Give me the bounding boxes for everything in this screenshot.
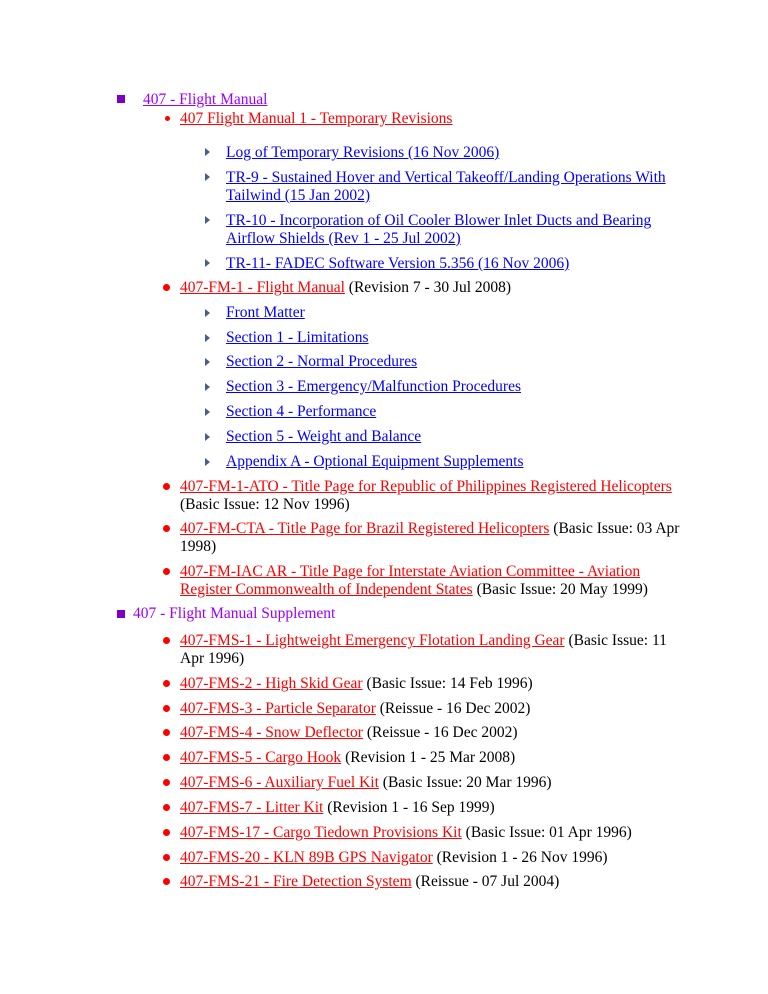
issue-note: (Revision 1 - 16 Sep 1999) xyxy=(327,799,495,816)
chapter-link[interactable]: Section 5 - Weight and Balance xyxy=(226,428,422,445)
supplement-item[interactable] xyxy=(180,848,608,867)
issue-note: (Reissue - 16 Dec 2002) xyxy=(379,700,531,717)
issue-note: (Basic Issue: 20 May 1999) xyxy=(476,581,648,598)
supplement-link[interactable]: 407-FMS-7 - Litter Kit xyxy=(180,799,324,816)
supplement-link[interactable]: 407-FMS-17 - Cargo Tiedown Provisions Kit xyxy=(180,824,462,841)
supplement-item[interactable] xyxy=(180,674,533,693)
supplement-link[interactable]: 407-FMS-6 - Auxiliary Fuel Kit xyxy=(180,774,379,791)
temp-revision-item[interactable] xyxy=(226,168,666,187)
chapter-link[interactable]: Section 4 - Performance xyxy=(226,403,377,420)
bullet-icon xyxy=(163,637,170,644)
triangle-bullet-icon xyxy=(205,309,210,317)
triangle-bullet-icon xyxy=(205,408,210,416)
bullet-icon xyxy=(163,680,170,687)
title-page-item[interactable] xyxy=(180,477,672,496)
issue-note: 1998) xyxy=(180,538,217,555)
chapter-link[interactable]: Appendix A - Optional Equipment Supplements xyxy=(226,453,524,470)
temp-revision-item[interactable] xyxy=(226,143,499,162)
bullet-icon xyxy=(163,525,170,532)
triangle-bullet-icon xyxy=(205,383,210,391)
supplement-item[interactable] xyxy=(180,631,667,650)
chapter-item[interactable] xyxy=(226,452,524,471)
temp-revision-item[interactable] xyxy=(226,211,651,230)
title-page-note xyxy=(180,537,216,556)
temp-revisions-item[interactable] xyxy=(180,109,452,128)
title-page-item[interactable] xyxy=(180,519,679,538)
title-page-link[interactable]: 407-FM-1-ATO - Title Page for Republic of Philippines Registered Helicopters xyxy=(180,478,672,495)
supplement-link[interactable]: 407-FMS-1 - Lightweight Emergency Flotation Landing Gear xyxy=(180,632,565,649)
triangle-bullet-icon xyxy=(205,334,210,342)
supplement-item[interactable] xyxy=(180,699,530,718)
issue-note: (Basic Issue: 14 Feb 1996) xyxy=(366,675,533,692)
supplement-item[interactable] xyxy=(180,823,632,842)
triangle-bullet-icon xyxy=(205,173,210,181)
supplement-link[interactable]: 407-FMS-5 - Cargo Hook xyxy=(180,749,342,766)
temp-revision-link[interactable]: TR-9 - Sustained Hover and Vertical Takeoff/Landing Operations With xyxy=(226,169,666,186)
chapter-item[interactable] xyxy=(226,377,521,396)
bullet-icon xyxy=(163,804,170,811)
temp-revision-link[interactable]: Airflow Shields (Rev 1 - 25 Jul 2002) xyxy=(226,230,461,247)
temp-revision-item-cont[interactable] xyxy=(226,186,370,205)
temp-revision-link[interactable]: TR-11- FADEC Software Version 5.356 (16 Nov 2006) xyxy=(226,255,570,272)
temp-revision-link[interactable]: TR-10 - Incorporation of Oil Cooler Blower Inlet Ducts and Bearing xyxy=(226,212,652,229)
triangle-bullet-icon xyxy=(205,259,210,267)
section-link[interactable]: 407 - Flight Manual xyxy=(143,91,268,108)
bullet-icon xyxy=(163,754,170,761)
supplement-item[interactable] xyxy=(180,872,559,891)
chapter-link[interactable]: Section 3 - Emergency/Malfunction Procedures xyxy=(226,378,521,395)
bullet-icon xyxy=(165,116,170,121)
bullet-icon xyxy=(163,568,170,575)
revision-note: (Revision 7 - 30 Jul 2008) xyxy=(348,279,512,296)
bullet-icon xyxy=(163,878,170,885)
chapter-link[interactable]: Section 1 - Limitations xyxy=(226,329,369,346)
issue-note: (Basic Issue: 03 Apr xyxy=(553,520,680,537)
supplement-item[interactable] xyxy=(180,723,518,742)
section-title: 407 - Flight Manual Supplement xyxy=(133,605,336,622)
issue-note: (Basic Issue: 20 Mar 1996) xyxy=(382,774,552,791)
supplement-link[interactable]: 407-FMS-4 - Snow Deflector xyxy=(180,724,363,741)
chapter-item[interactable] xyxy=(226,427,421,446)
chapter-link[interactable]: Front Matter xyxy=(226,304,305,321)
temp-revisions-link[interactable]: 407 Flight Manual 1 - Temporary Revisions xyxy=(180,110,453,127)
bullet-icon xyxy=(163,729,170,736)
bullet-icon xyxy=(163,705,170,712)
title-page-item[interactable] xyxy=(180,562,640,581)
issue-note: (Basic Issue: 11 xyxy=(568,632,667,649)
bullet-icon xyxy=(163,284,170,291)
issue-note: (Revision 1 - 25 Mar 2008) xyxy=(345,749,516,766)
supplement-item[interactable] xyxy=(180,773,552,792)
supplement-link[interactable]: 407-FMS-21 - Fire Detection System xyxy=(180,873,412,890)
title-page-item-cont[interactable] xyxy=(180,580,648,599)
title-page-link[interactable]: Register Commonwealth of Independent States xyxy=(180,581,473,598)
issue-note: (Reissue - 07 Jul 2004) xyxy=(415,873,560,890)
triangle-bullet-icon xyxy=(205,358,210,366)
issue-note: (Basic Issue: 01 Apr 1996) xyxy=(465,824,632,841)
supplement-link[interactable]: 407-FMS-20 - KLN 89B GPS Navigator xyxy=(180,849,433,866)
supplement-note xyxy=(180,649,244,668)
issue-note: (Reissue - 16 Dec 2002) xyxy=(366,724,518,741)
chapter-item[interactable] xyxy=(226,328,369,347)
issue-note: (Basic Issue: 12 Nov 1996) xyxy=(180,496,350,513)
chapter-link[interactable]: Section 2 - Normal Procedures xyxy=(226,353,418,370)
title-page-note xyxy=(180,495,350,514)
bullet-icon xyxy=(163,854,170,861)
bullet-icon xyxy=(163,483,170,490)
chapter-item[interactable] xyxy=(226,402,376,421)
section-flight-manual-supplement xyxy=(133,604,335,623)
title-page-link[interactable]: 407-FM-IAC AR - Title Page for Interstate Aviation Committee - Aviation xyxy=(180,563,641,580)
chapter-item[interactable] xyxy=(226,303,305,322)
supplement-item[interactable] xyxy=(180,748,515,767)
supplement-item[interactable] xyxy=(180,798,495,817)
flight-manual-link[interactable]: 407-FM-1 - Flight Manual xyxy=(180,279,345,296)
bullet-icon xyxy=(163,829,170,836)
issue-note: (Revision 1 - 26 Nov 1996) xyxy=(436,849,608,866)
triangle-bullet-icon xyxy=(205,433,210,441)
chapter-item[interactable] xyxy=(226,352,417,371)
title-page-link[interactable]: 407-FM-CTA - Title Page for Brazil Registered Helicopters xyxy=(180,520,550,537)
temp-revision-link[interactable]: Log of Temporary Revisions (16 Nov 2006) xyxy=(226,144,500,161)
square-bullet-icon xyxy=(117,610,125,618)
triangle-bullet-icon xyxy=(205,458,210,466)
square-bullet-icon xyxy=(117,95,125,103)
supplement-link[interactable]: 407-FMS-3 - Particle Separator xyxy=(180,700,376,717)
issue-note: Apr 1996) xyxy=(180,650,245,667)
section-flight-manual[interactable] xyxy=(143,90,267,109)
bullet-icon xyxy=(163,779,170,786)
triangle-bullet-icon xyxy=(205,148,210,156)
temp-revision-item-cont[interactable] xyxy=(226,229,461,248)
supplement-link[interactable]: 407-FMS-2 - High Skid Gear xyxy=(180,675,363,692)
temp-revision-item[interactable] xyxy=(226,254,569,273)
triangle-bullet-icon xyxy=(205,216,210,224)
temp-revision-link[interactable]: Tailwind (15 Jan 2002) xyxy=(226,187,370,204)
flight-manual-item[interactable] xyxy=(180,278,511,297)
